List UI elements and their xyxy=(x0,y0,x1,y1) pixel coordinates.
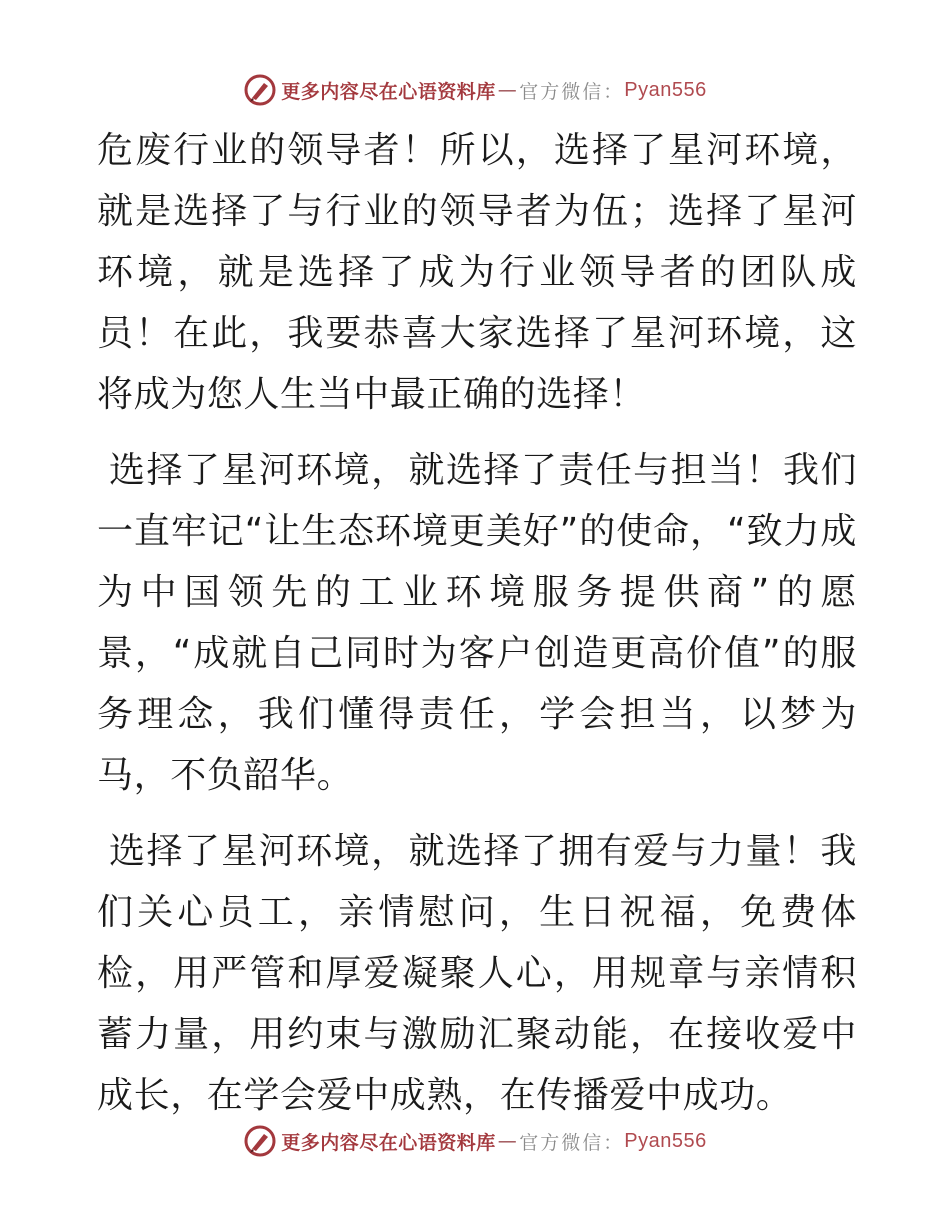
pen-logo-icon xyxy=(243,73,277,107)
banner-text: 更多内容尽在心语资料库 xyxy=(281,80,496,103)
paragraph-1: 危废行业的领导者！所以，选择了星河环境，就是选择了与行业的领导者为伍；选择了星河环境，就是选择了成为行业领导者的团队成员！在此，我要恭喜大家选择了星河环境，这将成为您人生当中最正确的选择！ xyxy=(97,130,857,415)
header-watermark-banner xyxy=(0,70,950,110)
banner-wechat-label: 官方微信： xyxy=(519,80,625,103)
banner-separator: — xyxy=(497,1130,518,1152)
footer-watermark-banner xyxy=(0,1121,950,1161)
pen-logo-icon xyxy=(243,1124,277,1158)
banner-wechat-id: Pyan556 xyxy=(624,1129,707,1152)
document-body xyxy=(97,120,857,1126)
banner-wechat-label: 官方微信： xyxy=(519,1131,625,1154)
banner-wechat-id: Pyan556 xyxy=(624,78,707,101)
banner-separator: — xyxy=(497,79,518,101)
paragraph-2: 选择了星河环境，就选择了责任与担当！我们一直牢记“让生态环境更美好”的使命，“致力成为中国领先的工业环境服务提供商”的愿景，“成就自己同时为客户创造更高价值”的服务理念，我们懂得责任，学会担当，以梦为马，不负韶华。 xyxy=(97,450,857,796)
paragraph-3: 选择了星河环境，就选择了拥有爱与力量！我们关心员工，亲情慰问，生日祝福，免费体检，用严管和厚爱凝聚人心，用规章与亲情积蓄力量，用约束与激励汇聚动能，在接收爱中成长，在学会爱中成熟，在传播爱中成功。 xyxy=(97,831,857,1116)
banner-text: 更多内容尽在心语资料库 xyxy=(281,1131,496,1154)
